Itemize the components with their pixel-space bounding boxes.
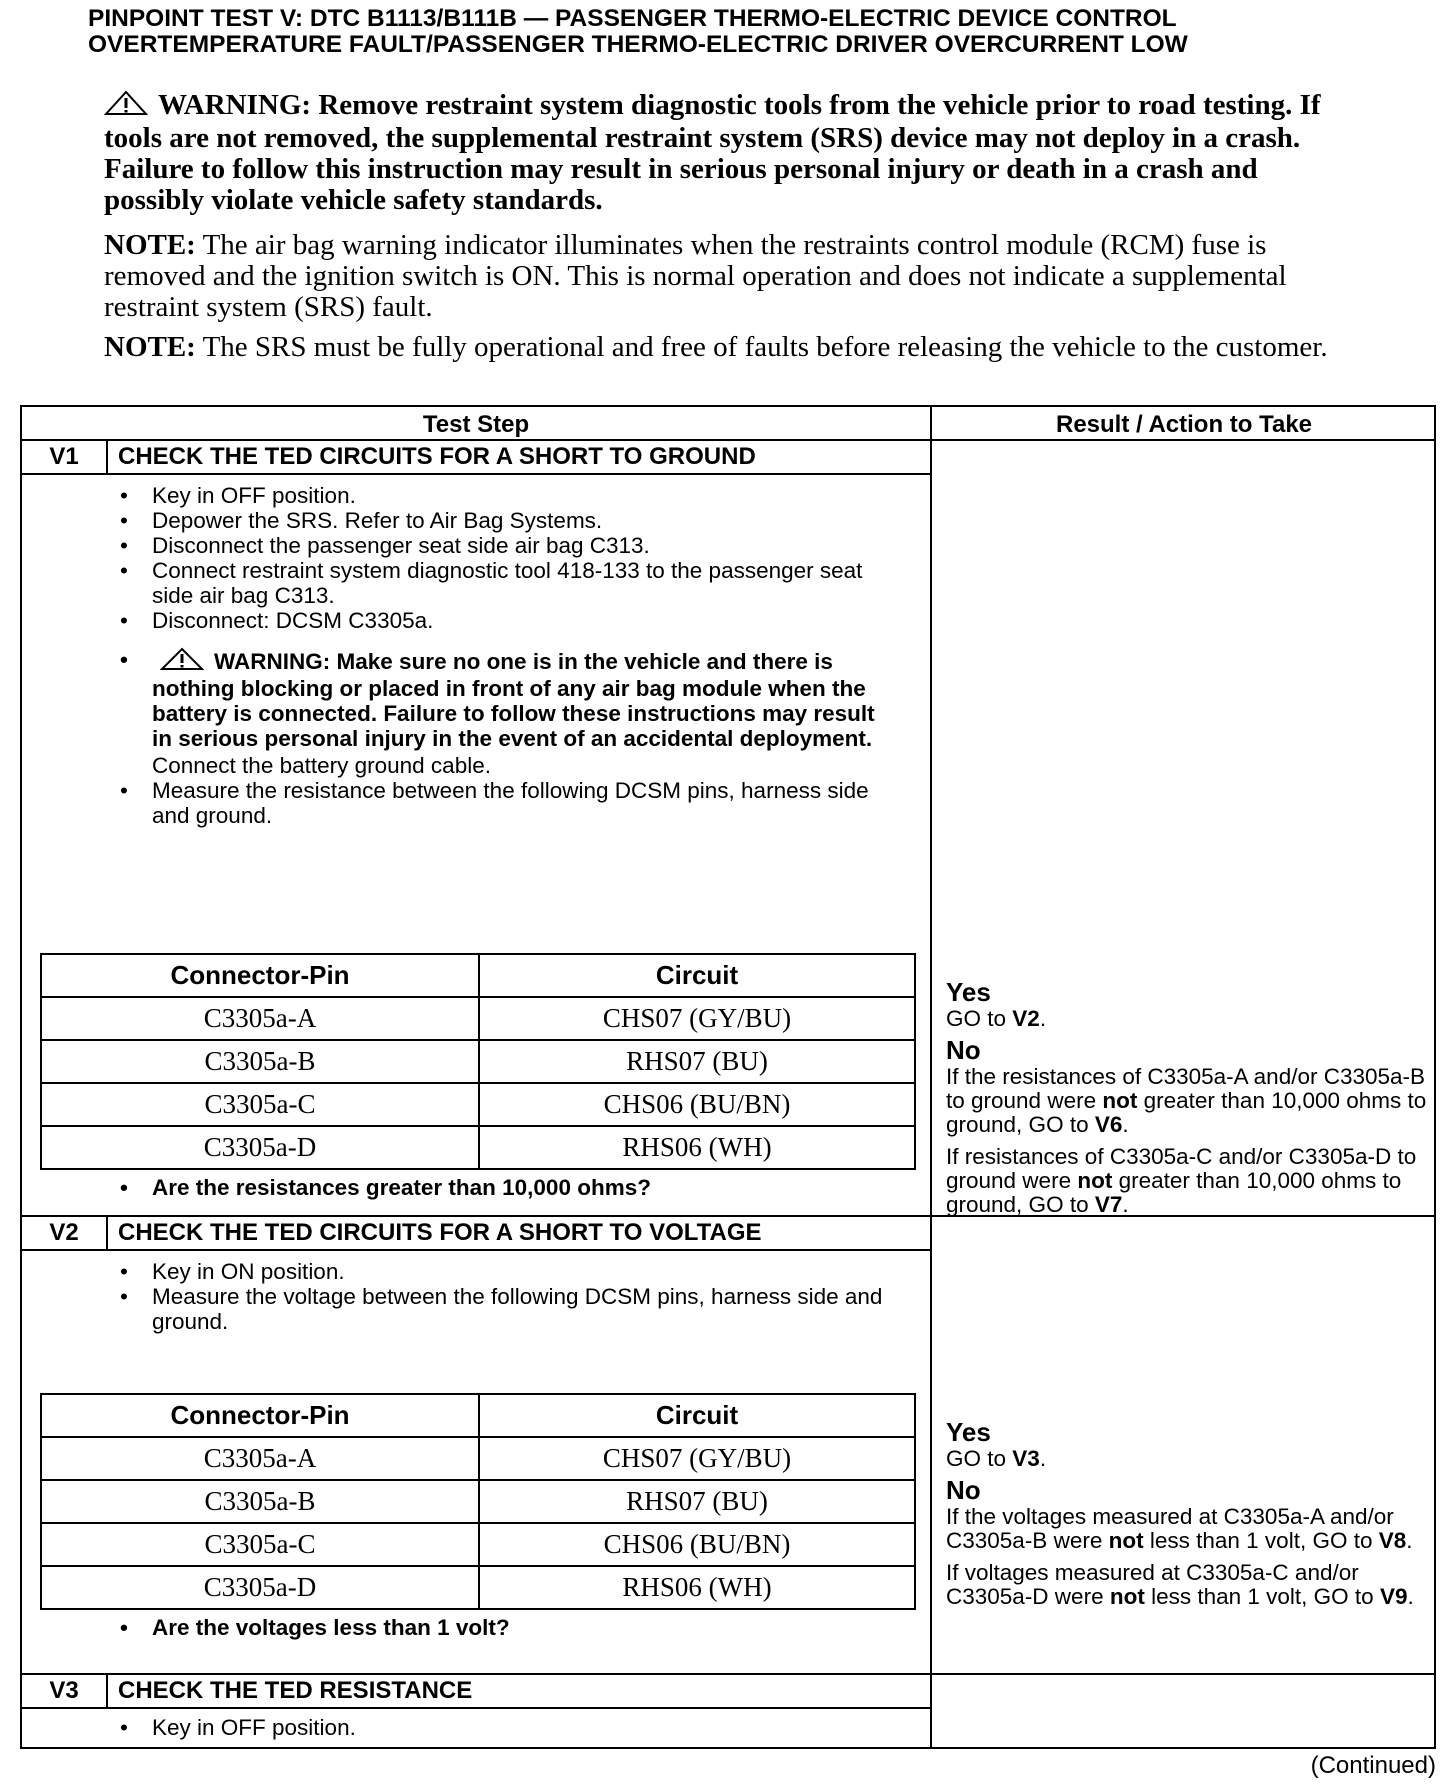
no-emphasis: not (1109, 1584, 1145, 1609)
list-item: • Disconnect the passenger seat side air bag C313. (108, 533, 888, 558)
v2-id-divider (106, 1215, 108, 1249)
continued-label: (Continued) (1310, 1752, 1436, 1779)
step-title-v3: CHECK THE TED RESISTANCE (118, 1677, 473, 1704)
warning-text: Remove restraint system diagnostic tools from the vehicle prior to road testing. If tools are not removed, the supplemental restraint system (SRS) device may not deploy in a crash. Failure to follow this instruction may result in serious personal injury or death in a crash and possibly violate vehicle safety standards. (104, 89, 1321, 216)
cell-circuit: CHS06 (BU/BN) (479, 1523, 915, 1566)
note-2-text: The SRS must be fully operational and free of faults before releasing the vehicle to the customer. (202, 331, 1328, 363)
cell-circuit: RHS06 (WH) (479, 1566, 915, 1609)
list-item: • Measure the voltage between the following DCSM pins, harness side and ground. (108, 1284, 908, 1334)
cell-circuit: RHS07 (BU) (479, 1040, 915, 1083)
header-result: Result / Action to Take (1055, 411, 1313, 438)
question-item: • Are the resistances greater than 10,000 ohms? (108, 1175, 888, 1200)
col-header-connector-pin: Connector-Pin (41, 954, 479, 997)
list-item: • Measure the resistance between the following DCSM pins, harness side and ground. (108, 778, 888, 828)
yes-label: Yes (946, 1417, 991, 1447)
title-line-2: OVERTEMPERATURE FAULT/PASSENGER THERMO-ELECTRIC DRIVER OVERCURRENT LOW (88, 31, 1188, 58)
no-text: If voltages measured at C3305a-C and/or C3305a-D were (946, 1560, 1359, 1609)
yes-target: V3 (1012, 1446, 1040, 1471)
v2-connector-table (40, 1393, 916, 1610)
table-row (41, 997, 915, 1040)
no-target: V8 (1378, 1528, 1407, 1553)
cell-circuit: CHS07 (GY/BU) (479, 997, 915, 1040)
table-row (41, 1083, 915, 1126)
step-id-v2: V2 (49, 1219, 79, 1246)
no-emphasis: not (1102, 1088, 1138, 1113)
note-2 (104, 332, 1344, 363)
column-divider (930, 407, 932, 1749)
cell-pin: C3305a-D (41, 1126, 479, 1169)
list-item: • Depower the SRS. Refer to Air Bag Systems. (108, 508, 888, 533)
yes-text: GO to (946, 1006, 1007, 1031)
no-target: V6 (1094, 1112, 1123, 1137)
v3-instructions (108, 1715, 888, 1740)
cell-pin: C3305a-B (41, 1480, 479, 1523)
v2-instructions (108, 1259, 908, 1334)
list-item: • Key in OFF position. (108, 483, 888, 508)
no-text: If the resistances of C3305a-A and/or C3305a-B to ground were (946, 1064, 1426, 1113)
warning-label: WARNING: (158, 89, 312, 121)
no-label: No (946, 1035, 981, 1065)
table-row (41, 1566, 915, 1609)
v3-title-divider (22, 1707, 930, 1709)
warning-paragraph (104, 90, 1344, 216)
header-divider (22, 439, 1436, 441)
step-title-v2: CHECK THE TED CIRCUITS FOR A SHORT TO VOLTAGE (118, 1219, 762, 1246)
cell-circuit: RHS07 (BU) (479, 1480, 915, 1523)
v1-warning-text: Make sure no one is in the vehicle and there is nothing blocking or placed in front of any air bag module when the battery is connected. Failure to follow these instructions may result in serious personal injury in the event of an accidental deployment. (152, 649, 875, 751)
warning-triangle-icon (160, 647, 204, 676)
no-text: greater than 10,000 ohms to ground, GO to (946, 1088, 1427, 1137)
no-text: If the voltages measured at C3305a-A and/or C3305a-B were (946, 1504, 1394, 1553)
note-1-text: The air bag warning indicator illuminates when the restraints control module (RCM) fuse is removed and the ignition switch is ON. This is normal operation and does not indicate a supplemental restraint system (SRS) fault. (104, 229, 1287, 323)
no-text: less than 1 volt, GO to (1149, 1528, 1373, 1553)
v1-warning-label: WARNING: (214, 649, 331, 674)
cell-pin: C3305a-D (41, 1566, 479, 1609)
cell-circuit: CHS07 (GY/BU) (479, 1437, 915, 1480)
col-header-connector-pin: Connector-Pin (41, 1394, 479, 1437)
list-item: • Disconnect: DCSM C3305a. (108, 608, 888, 633)
col-header-circuit: Circuit (479, 954, 915, 997)
v2-result: Yes GO to V3. No If the voltages measured at C3305a-A and/or C3305a-B were not less than 1 volt, GO to V8. If voltages measured at C3305a-C and/or C3305a-D were not less than 1 volt, GO to V9. (946, 1417, 1436, 1609)
cell-pin: C3305a-C (41, 1083, 479, 1126)
no-target: V9 (1379, 1584, 1408, 1609)
yes-label: Yes (946, 977, 991, 1007)
step-id-v3: V3 (49, 1677, 79, 1704)
title-line-1: PINPOINT TEST V: DTC B1113/B111B — PASSENGER THERMO-ELECTRIC DEVICE CONTROL (88, 5, 1177, 32)
v1-result: Yes GO to V2. No If the resistances of C3305a-A and/or C3305a-B to ground were not greater than 10,000 ohms to ground, GO to V6. If resistances of C3305a-C and/or C3305a-D to ground were not greater than 10,000 ohms to ground, GO to V7. (946, 977, 1436, 1217)
step-id-v1: V1 (49, 443, 79, 470)
cell-circuit: CHS06 (BU/BN) (479, 1083, 915, 1126)
table-row (41, 1040, 915, 1083)
list-item: Connect the battery ground cable. (152, 753, 491, 778)
no-label: No (946, 1475, 981, 1505)
cell-circuit: RHS06 (WH) (479, 1126, 915, 1169)
v3-id-divider (106, 1673, 108, 1707)
note-1 (104, 230, 1344, 323)
page-title (88, 6, 1388, 58)
list-item: • Key in ON position. (108, 1259, 908, 1284)
no-target: V7 (1094, 1192, 1123, 1217)
no-text: If resistances of C3305a-C and/or C3305a-D to ground were (946, 1144, 1417, 1193)
no-text: less than 1 volt, GO to (1151, 1584, 1374, 1609)
table-row (41, 1126, 915, 1169)
pinpoint-test-table (20, 405, 1436, 1749)
v1-id-divider (106, 439, 108, 473)
v1-connector-table (40, 953, 916, 1170)
table-row (41, 1523, 915, 1566)
table-row (41, 1480, 915, 1523)
v2-question (108, 1615, 888, 1640)
col-header-circuit: Circuit (479, 1394, 915, 1437)
v1-title-divider (22, 473, 930, 475)
yes-text: GO to (946, 1446, 1007, 1471)
question-item: • Are the voltages less than 1 volt? (108, 1615, 888, 1640)
warning-triangle-icon (104, 90, 148, 123)
list-item: • Connect restraint system diagnostic tool 418-133 to the passenger seat side air bag C313. (108, 558, 888, 608)
v3-top-divider (22, 1673, 1436, 1675)
cell-pin: C3305a-A (41, 997, 479, 1040)
no-text: greater than 10,000 ohms to ground, GO to (946, 1168, 1402, 1217)
no-emphasis: not (1108, 1528, 1144, 1553)
v1-instructions (108, 483, 888, 828)
note-1-label: NOTE: (104, 229, 196, 261)
cell-pin: C3305a-A (41, 1437, 479, 1480)
cell-pin: C3305a-B (41, 1040, 479, 1083)
v1-question (108, 1175, 888, 1200)
list-item: • Key in OFF position. (108, 1715, 888, 1740)
note-2-label: NOTE: (104, 331, 196, 363)
header-test-step: Test Step (422, 411, 530, 438)
yes-target: V2 (1012, 1006, 1040, 1031)
v2-top-divider (22, 1215, 1436, 1217)
table-row (41, 1437, 915, 1480)
v2-title-divider (22, 1249, 930, 1251)
no-emphasis: not (1077, 1168, 1113, 1193)
step-title-v1: CHECK THE TED CIRCUITS FOR A SHORT TO GROUND (118, 443, 756, 470)
v1-warning-item (108, 647, 888, 751)
cell-pin: C3305a-C (41, 1523, 479, 1566)
